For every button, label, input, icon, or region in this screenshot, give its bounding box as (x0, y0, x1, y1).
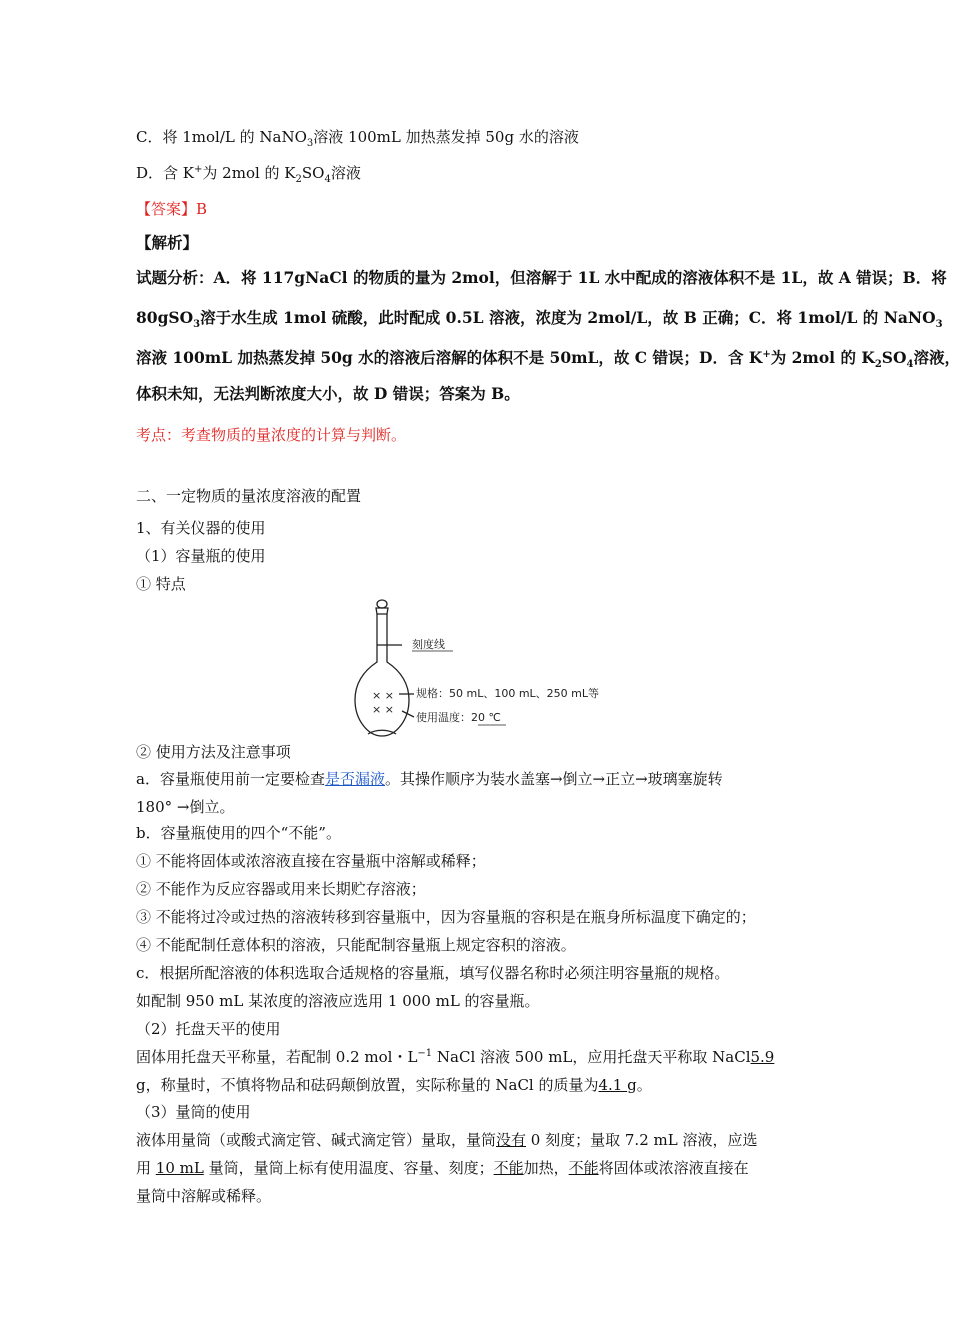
answer-value: B (196, 200, 208, 218)
graduation-line-label: 刻度线 (412, 638, 445, 651)
subsection-heading: （1）容量瓶的使用 (136, 547, 266, 565)
answer-blank: 4.1 (598, 1076, 628, 1094)
usage-c: c．根据所配溶液的体积选取合适规格的容量瓶，填写仪器名称时必须注明容量瓶的规格。 (136, 964, 730, 982)
subsection-heading: （2）托盘天平的使用 (136, 1020, 281, 1038)
kaodian: 考点：考查物质的量浓度的计算与判断。 (136, 426, 407, 444)
cylinder-text: 用 10 mL 量筒，量筒上标有使用温度、容量、刻度；不能加热，不能将固体或浓溶液直接在 (136, 1159, 749, 1177)
flask-temp-label: 使用温度：20 ℃ (416, 711, 501, 724)
analysis-title: 【解析】 (136, 233, 199, 252)
section-heading: 二、一定物质的量浓度溶液的配置 (136, 487, 362, 505)
answer-blank: 不能 (493, 1159, 524, 1177)
leak-check-link[interactable]: 是否漏液 (324, 770, 385, 788)
usage-c-example: 如配制 950 mL 某浓度的溶液应选用 1 000 mL 的容量瓶。 (136, 992, 540, 1010)
rule-item: ③ 不能将过冷或过热的溶液转移到容量瓶中，因为容量瓶的容积是在瓶身所标温度下确定的； (136, 908, 756, 926)
subsection-heading: 1、有关仪器的使用 (136, 519, 266, 537)
answer-blank: 10 mL (155, 1159, 204, 1177)
subsection-heading: （3）量筒的使用 (136, 1103, 251, 1121)
usage-a: a．容量瓶使用前一定要检查是否漏液。其操作顺序为装水盖塞→倒立→正立→玻璃塞旋转 (136, 770, 723, 788)
analysis-line: 80gSO$_3$溶于水生成 1mol 硫酸，此时配成 0.5L 溶液，浓度为 2mol/L，故 B 正确；C．将 1mol/L 的 NaNO$_3$ (136, 308, 943, 331)
cylinder-text: 液体用量筒（或酸式滴定管、碱式滴定管）量取，量筒没有 0 刻度；量取 7.2 mL 溶液，应选 (136, 1131, 758, 1149)
usage-heading: ② 使用方法及注意事项 (136, 743, 291, 761)
feature-heading: ① 特点 (136, 575, 186, 593)
volumetric-flask-diagram (350, 598, 600, 744)
analysis-line: 溶液 100mL 加热蒸发掉 50g 水的溶液后溶解的体积不是 50mL，故 C 错误；D．含 K+为 2mol 的 $K_2SO_4$溶液， (136, 348, 960, 371)
balance-text: 固体用托盘天平称量，若配制 0.2 mol・$L^{-1}$ NaCl 溶液 500 mL，应用托盘天平称取 NaCl5.9 (136, 1048, 775, 1066)
cylinder-text: 量筒中溶解或稀释。 (136, 1187, 272, 1205)
analysis-line: 体积未知，无法判断浓度大小，故 D 错误；答案为 B。 (136, 384, 520, 403)
answer-blank: 不能 (568, 1159, 599, 1177)
flask-marks: × × (372, 703, 394, 716)
flask-spec-label: 规格：50 mL、100 mL、250 mL等 (416, 687, 600, 700)
answer-blank: 没有 (496, 1131, 527, 1149)
analysis-line: 试题分析：A．将 117gNaCl 的物质的量为 2mol，但溶解于 1L 水中配成的溶液体积不是 1L，故 A 错误；B．将 (136, 268, 947, 287)
rule-item: ① 不能将固体或浓溶液直接在容量瓶中溶解或稀释； (136, 852, 486, 870)
answer-label: 【答案】 (136, 200, 197, 218)
rule-item: ② 不能作为反应容器或用来长期贮存溶液； (136, 880, 426, 898)
usage-b: b．容量瓶使用的四个“不能”。 (136, 824, 341, 842)
flask-marks: × × (372, 689, 394, 702)
answer-blank: 5.9 (750, 1048, 775, 1066)
usage-a-cont: 180° →倒立。 (136, 798, 235, 816)
option-d: D．含 K+为 2mol 的 $K_2SO_4$溶液 (136, 164, 361, 185)
balance-text: g，称量时，不慎将物品和砝码颠倒放置，实际称量的 NaCl 的质量为4.1 g。 (136, 1076, 652, 1094)
option-c: C．将 1mol/L 的 NaNO$_3$溶液 100mL 加热蒸发掉 50g 水的溶液 (136, 128, 579, 149)
answer (136, 199, 207, 219)
rule-item: ④ 不能配制任意体积的溶液，只能配制容量瓶上规定容积的溶液。 (136, 936, 576, 954)
